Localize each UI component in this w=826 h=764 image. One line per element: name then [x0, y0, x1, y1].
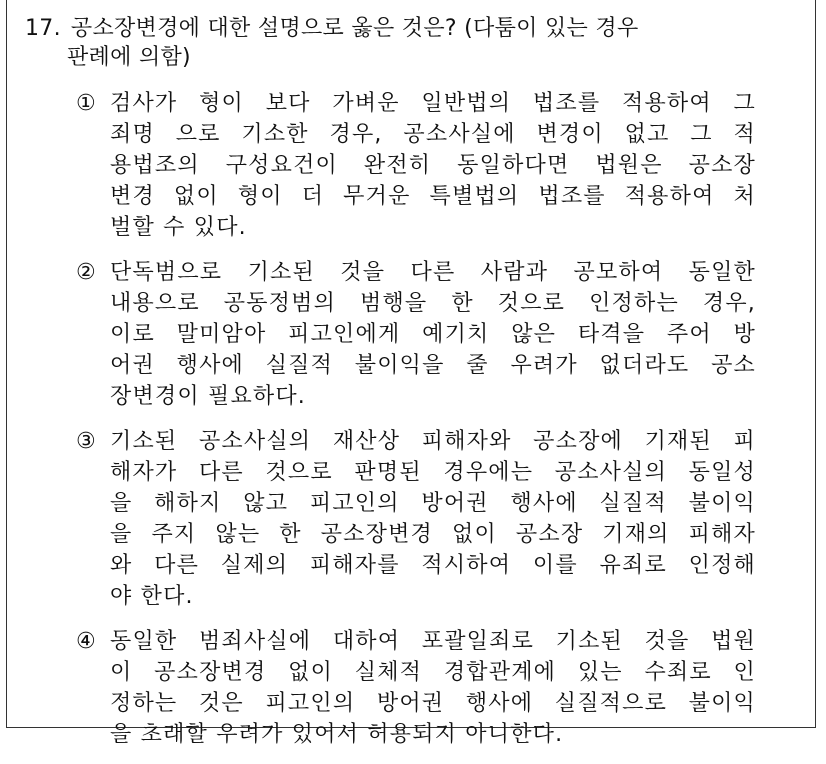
- choice-2[interactable]: [76, 257, 756, 412]
- choice-4-line: 이 공소장변경 없이 실체적 경합관계에 있는 수죄로 인: [110, 660, 756, 685]
- choice-1-line: 벌할 수 있다.: [110, 215, 247, 240]
- choice-3[interactable]: [76, 426, 756, 612]
- choice-2-line: 단독범으로 기소된 것을 다른 사람과 공모하여 동일한: [110, 260, 756, 285]
- choice-3-line: 기소된 공소사실의 재산상 피해자와 공소장에 기재된 피: [110, 429, 756, 454]
- choice-3-line: 을 해하지 않고 피고인의 방어권 행사에 실질적 불이익: [110, 491, 756, 516]
- question-stem: [25, 14, 785, 72]
- choice-4-text: [110, 626, 756, 750]
- choice-1-line: 변경 없이 형이 더 무거운 특별법의 법조를 적용하여 처: [110, 184, 756, 209]
- choice-4-line: 을 초래할 우려가 있어서 허용되지 아니한다.: [110, 722, 564, 747]
- choice-3-text: [110, 426, 756, 612]
- question-text-line-1: 공소장변경에 대한 설명으로 옳은 것은? (다툼이 있는 경우: [70, 16, 639, 41]
- choice-1-text: [110, 88, 756, 243]
- choice-1-line: 검사가 형이 보다 가벼운 일반법의 법조를 적용하여 그: [110, 91, 756, 116]
- choice-2-line: 어권 행사에 실질적 불이익을 줄 우려가 없더라도 공소: [110, 353, 756, 378]
- choice-4-line: 정하는 것은 피고인의 방어권 행사에 실질적으로 불이익: [110, 691, 756, 716]
- question-text-line-2: 판례에 의함): [67, 45, 191, 70]
- choice-2-line: 이로 말미암아 피고인에게 예기치 않은 타격을 주어 방: [110, 322, 756, 347]
- choice-1[interactable]: [76, 88, 756, 243]
- choice-1-marker: ①: [76, 91, 97, 116]
- choice-1-line: 죄명 으로 기소한 경우, 공소사실에 변경이 없고 그 적: [110, 122, 756, 147]
- choice-3-line: 와 다른 실제의 피해자를 적시하여 이를 유죄로 인정해: [110, 553, 756, 578]
- choice-3-line: 을 주지 않는 한 공소장변경 없이 공소장 기재의 피해자: [110, 522, 756, 547]
- choice-3-marker: ③: [76, 429, 97, 454]
- choice-1-line: 용법조의 구성요건이 완전히 동일하다면 법원은 공소장: [110, 153, 756, 178]
- choice-2-marker: ②: [76, 260, 97, 285]
- choice-4[interactable]: [76, 626, 756, 750]
- choice-2-line: 장변경이 필요하다.: [110, 384, 307, 409]
- question-number: 17.: [25, 16, 61, 41]
- choice-2-text: [110, 257, 756, 412]
- choice-4-line: 동일한 범죄사실에 대하여 포괄일죄로 기소된 것을 법원: [110, 629, 756, 654]
- choice-4-marker: ④: [76, 629, 97, 654]
- choice-3-line: 해자가 다른 것으로 판명된 경우에는 공소사실의 동일성: [110, 460, 756, 485]
- answer-choices: [76, 88, 756, 764]
- choice-2-line: 내용으로 공동정범의 범행을 한 것으로 인정하는 경우,: [110, 291, 756, 316]
- choice-3-line: 야 한다.: [110, 584, 194, 609]
